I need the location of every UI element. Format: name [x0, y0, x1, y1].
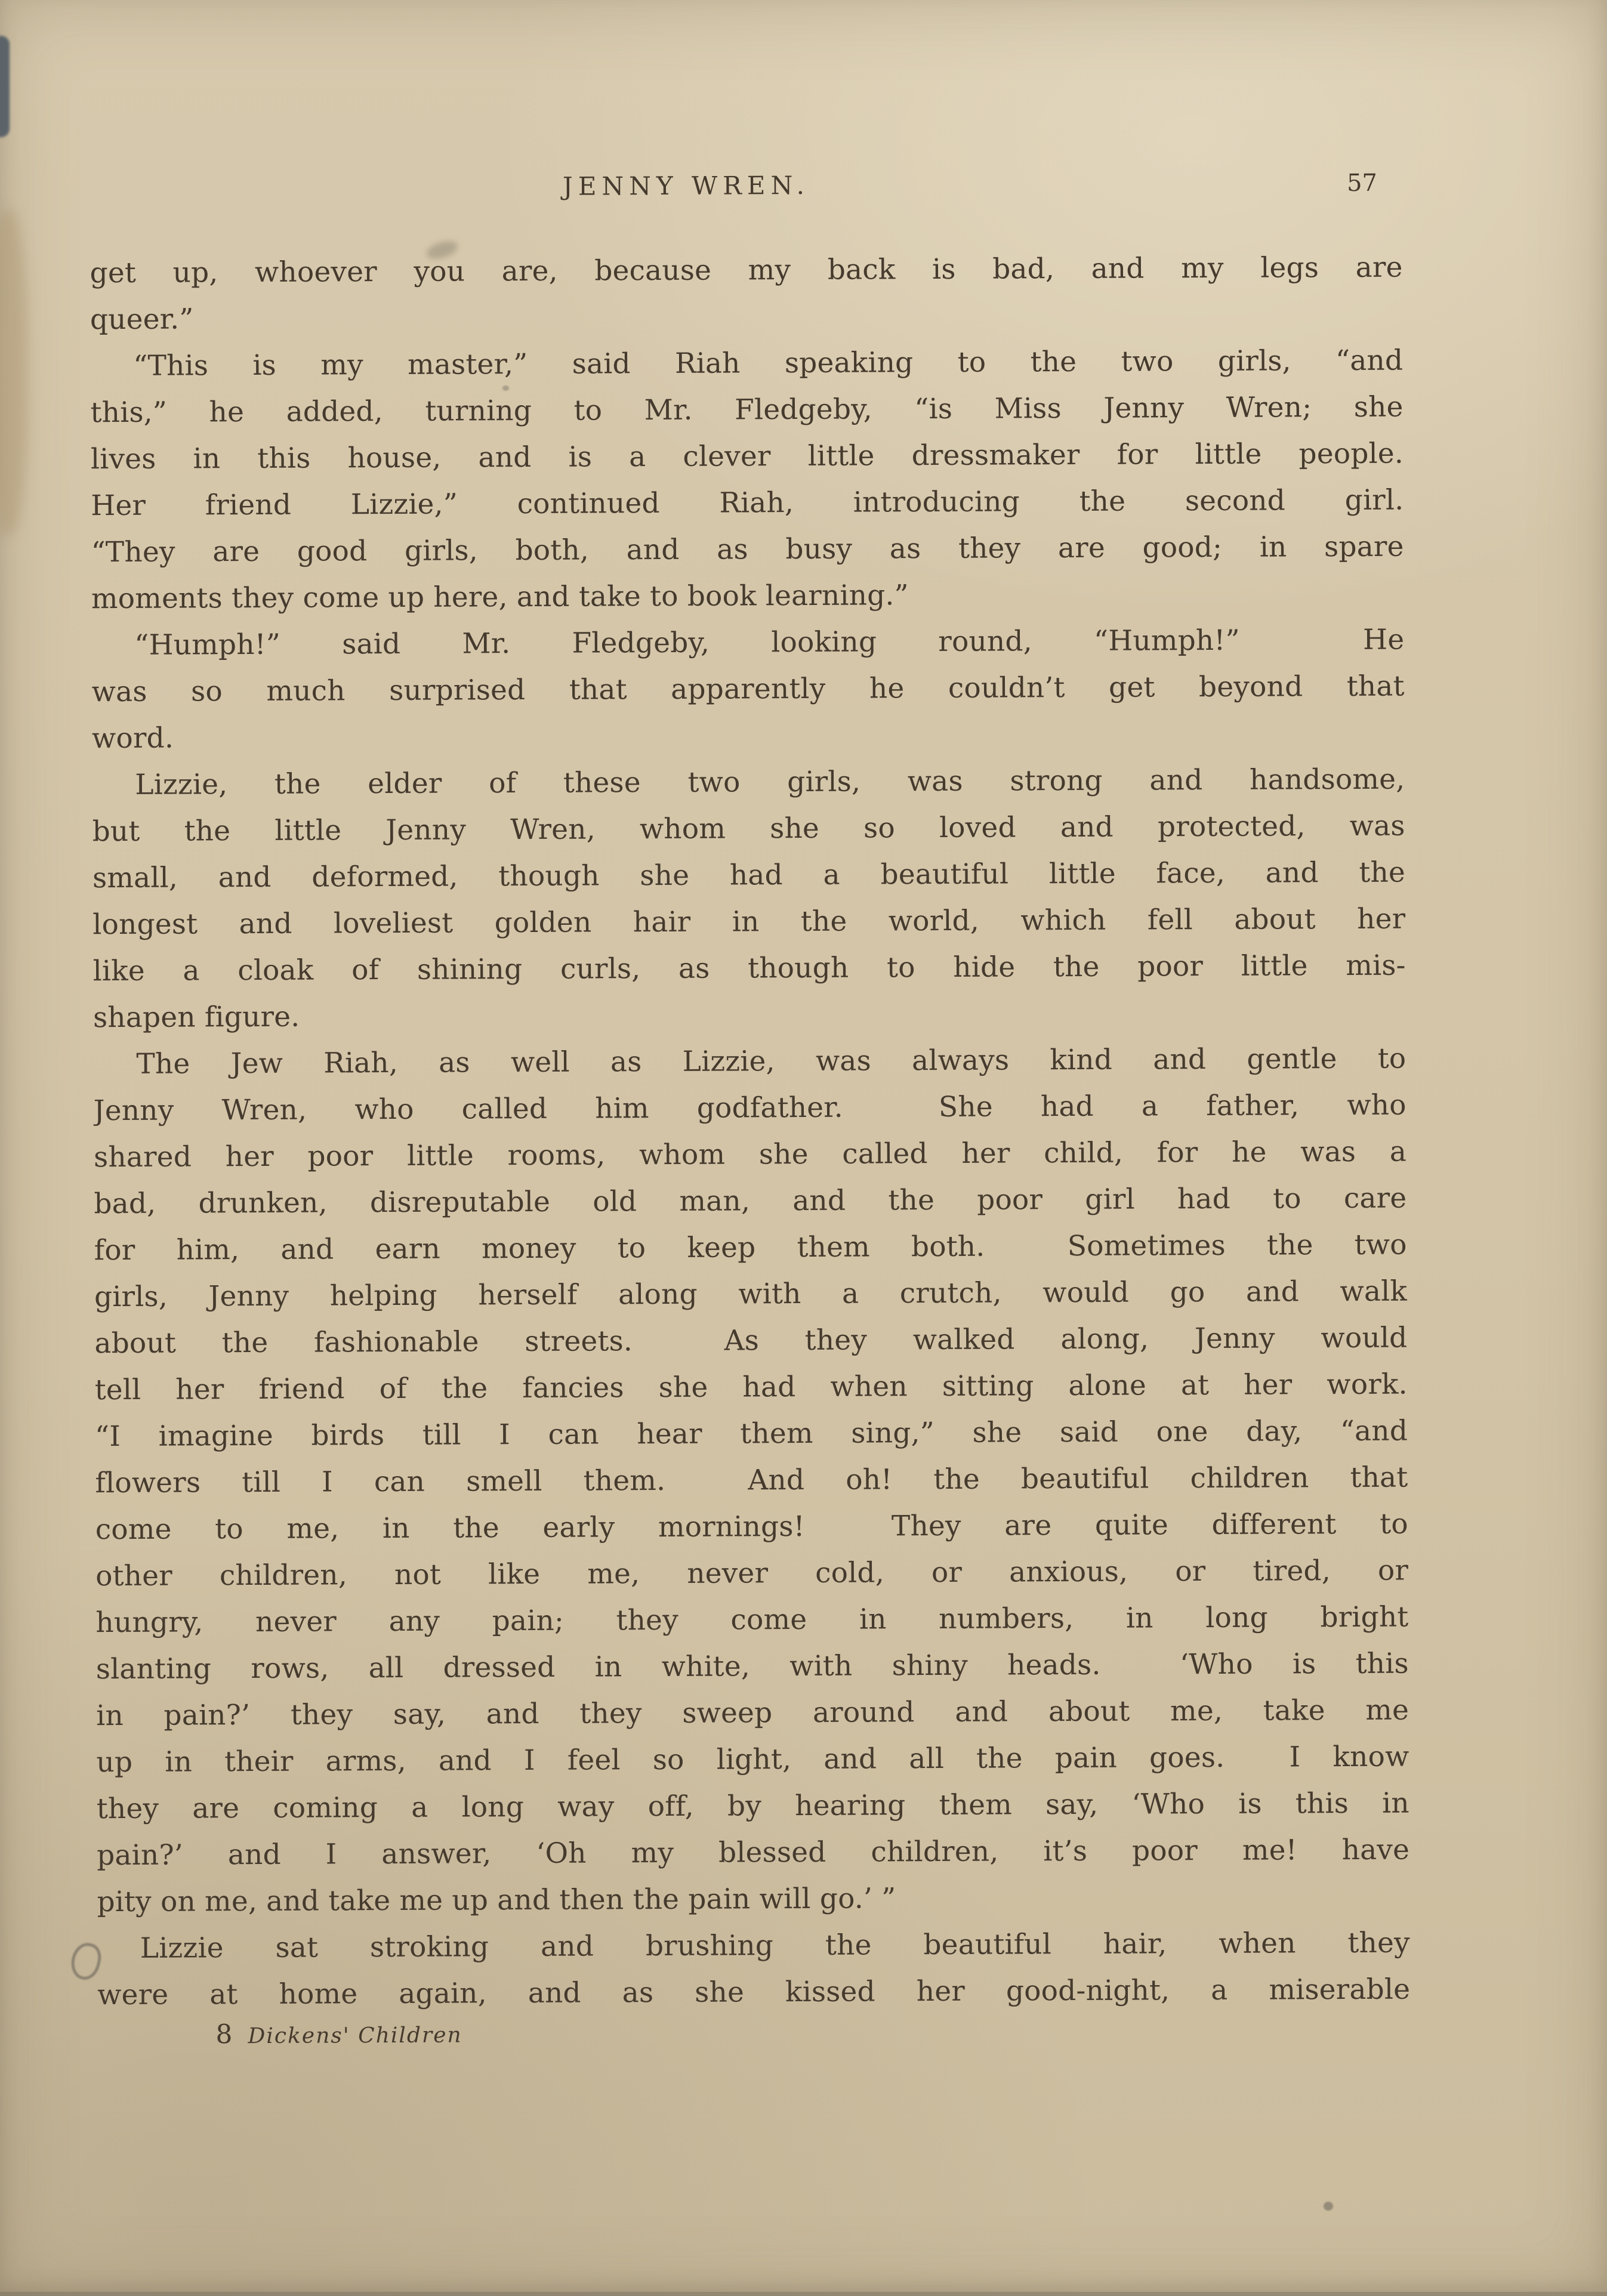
- text-line: about the fashionable streets. As they walked along, Jenny would: [94, 1321, 1408, 1360]
- text-line: “Humph!” said Mr. Fledgeby, looking round, “Humph!” He: [134, 623, 1405, 662]
- body-text: [90, 245, 1410, 2019]
- text-line: queer.”: [90, 303, 194, 337]
- page-footer: [215, 2019, 462, 2050]
- page-number: 57: [1346, 169, 1378, 197]
- text-line: up in their arms, and I feel so light, and all the pain goes. I know: [96, 1740, 1409, 1779]
- text-line: but the little Jenny Wren, whom she so loved and protected, was: [92, 809, 1405, 848]
- text-line: word.: [91, 721, 174, 755]
- text-line: “I imagine birds till I can hear them sing,” she said one day, “and: [94, 1414, 1408, 1453]
- scan-bottom-edge: [0, 2292, 1607, 2296]
- text-line: Lizzie sat stroking and brushing the beautiful hair, when they: [140, 1926, 1410, 1965]
- text-line: shared her poor little rooms, whom she called her child, for he was a: [93, 1135, 1407, 1174]
- text-line: shapen figure.: [92, 1000, 300, 1035]
- text-line: was so much surprised that apparently he couldn’t get beyond that: [91, 669, 1405, 709]
- text-line: in pain?’ they say, and they sweep around and about me, take me: [96, 1693, 1409, 1733]
- text-line: slanting rows, all dressed in white, with shiny heads. ‘Who is this: [95, 1647, 1409, 1686]
- paper-speck: [502, 385, 509, 391]
- text-line: The Jew Riah, as well as Lizzie, was always kind and gentle to: [136, 1042, 1406, 1081]
- text-line: flowers till I can smell them. And oh! the beautiful children that: [95, 1461, 1408, 1500]
- text-line: “They are good girls, both, and as busy as they are good; in spare: [91, 530, 1404, 569]
- text-line: girls, Jenny helping herself along with a crutch, would go and walk: [94, 1274, 1408, 1314]
- running-header: [0, 167, 1603, 212]
- text-line: moments they come up here, and take to book learning.”: [91, 579, 909, 616]
- signature-mark: 8: [215, 2019, 233, 2050]
- text-line: get up, whoever you are, because my back is bad, and my legs are: [90, 251, 1403, 290]
- text-line: hungry, never any pain; they come in numbers, in long bright: [95, 1600, 1409, 1640]
- text-line: lives in this house, and is a clever little dressmaker for little people.: [90, 437, 1404, 476]
- text-line: “This is my master,” said Riah speaking to the two girls, “and: [133, 344, 1404, 382]
- text-line: tell her friend of the fancies she had when sitting alone at her work.: [94, 1368, 1408, 1407]
- text-line: other children, not like me, never cold, or anxious, or tired, or: [95, 1554, 1409, 1593]
- paper-speck: [1324, 2202, 1333, 2211]
- text-line: bad, drunken, disreputable old man, and the poor girl had to care: [94, 1181, 1407, 1221]
- text-line: were at home again, and as she kissed her good-night, a miserable: [97, 1973, 1411, 2012]
- text-line: come to me, in the early mornings! They are quite different to: [95, 1507, 1408, 1547]
- running-header-title: JENNY WREN.: [562, 170, 810, 201]
- text-line: pity on me, and take me up and then the pain will go.’ ”: [97, 1882, 896, 1919]
- text-line: pain?’ and I answer, ‘Oh my blessed children, it’s poor me! have: [97, 1833, 1410, 1872]
- text-line: they are coming a long way off, by hearing them say, ‘Who is this in: [96, 1786, 1409, 1826]
- text-line: Jenny Wren, who called him godfather. She had a father, who: [93, 1088, 1406, 1128]
- text-line: longest and loveliest golden hair in the world, which fell about her: [92, 902, 1406, 942]
- text-line: Her friend Lizzie,” continued Riah, introducing the second girl.: [91, 483, 1404, 523]
- text-line: for him, and earn money to keep them both. Sometimes the two: [94, 1228, 1407, 1267]
- text-line: like a cloak of shining curls, as though to hide the poor little mis-: [92, 949, 1406, 988]
- text-line: Lizzie, the elder of these two girls, was strong and handsome,: [135, 763, 1405, 801]
- footer-book-title: Dickens' Children: [248, 2023, 462, 2049]
- text-line: small, and deformed, though she had a beautiful little face, and the: [92, 856, 1406, 895]
- text-line: this,” he added, turning to Mr. Fledgeby, “is Miss Jenny Wren; she: [90, 390, 1404, 430]
